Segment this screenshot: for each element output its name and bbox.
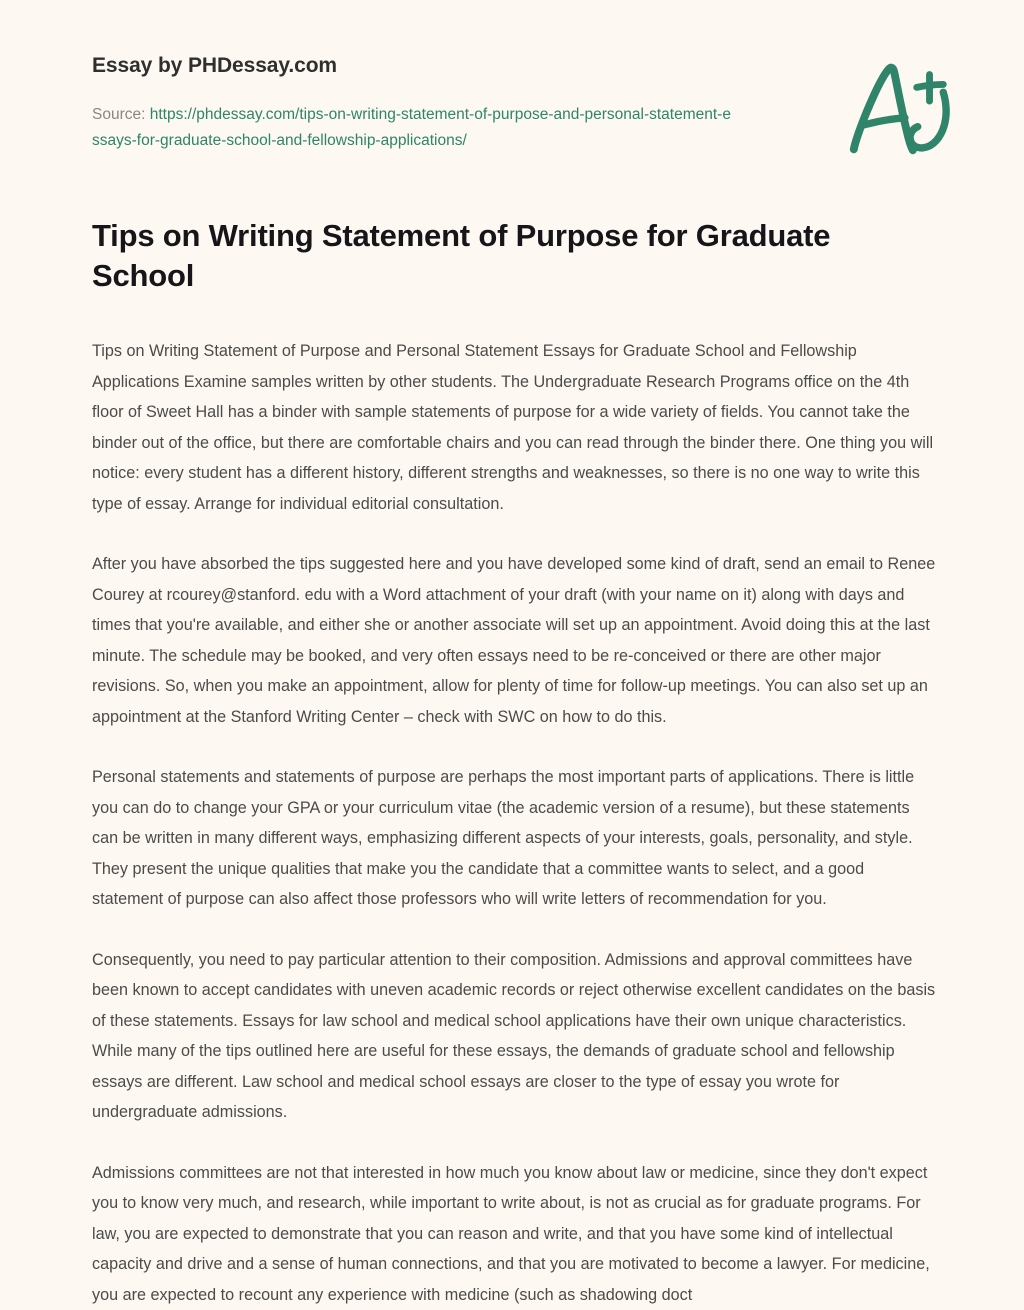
source-line — [92, 102, 732, 154]
article-paragraph: Tips on Writing Statement of Purpose and Personal Statement Essays for Graduate School and Fellowship Applications Examine samples written by other students. The Undergraduate Research Programs office on the 4th floor of Sweet Hall has a binder with sample statements of purpose for a wide variety of fields. You cannot take the binder out of the office, but there are comfortable chairs and you can read through the binder there. One thing you will notice: every student has a different history, different strengths and weaknesses, so there is no one way to write this type of essay. Arrange for individual editorial consultation. — [92, 336, 936, 519]
article-paragraph: Admissions committees are not that interested in how much you know about law or medicine, since they don't expect you to know very much, and research, while important to write about, is not as crucial as for graduate programs. For law, you are expected to demonstrate that you can reason and write, and that you have some kind of intellectual capacity and drive and a sense of human connections, and that you are motivated to become a lawyer. For medicine, you are expected to recount any experience with medicine (such as shadowing doct — [92, 1158, 936, 1310]
article-paragraph: After you have absorbed the tips suggested here and you have developed some kind of draft, send an email to Renee Courey at rcourey@stanford. edu with a Word attachment of your draft (with your name on it) along with days and times that you're available, and either she or another associate will set up an appointment. Avoid doing this at the last minute. The schedule may be booked, and very often essays need to be re-conceived or there are other major revisions. So, when you make an appointment, allow for plenty of time for follow-up meetings. You can also set up an appointment at the Stanford Writing Center – check with SWC on how to do this. — [92, 549, 936, 732]
brand-title: Essay by PHDessay.com — [92, 52, 960, 80]
page-title: Tips on Writing Statement of Purpose for Graduate School — [92, 216, 872, 296]
a-plus-logo-icon — [842, 52, 960, 164]
page-header — [0, 0, 1024, 154]
article-body — [92, 336, 936, 1310]
article-paragraph: Personal statements and statements of purpose are perhaps the most important parts of applications. There is little you can do to change your GPA or your curriculum vitae (the academic version of a resume), but these statements can be written in many different ways, emphasizing different aspects of your interests, goals, personality, and style. They present the unique qualities that make you the candidate that a committee wants to select, and a good statement of purpose can also affect those professors who will write letters of recommendation for you. — [92, 762, 936, 915]
source-url-link[interactable]: https://phdessay.com/tips-on-writing-statement-of-purpose-and-personal-statement-essays-for-graduate-school-and-fellowship-applications/ — [92, 106, 731, 149]
article-paragraph: Consequently, you need to pay particular attention to their composition. Admissions and approval committees have been known to accept candidates with uneven academic records or reject otherwise excellent candidates on the basis of these statements. Essays for law school and medical school applications have their own unique characteristics. While many of the tips outlined here are useful for these essays, the demands of graduate school and fellowship essays are different. Law school and medical school essays are closer to the type of essay you wrote for undergraduate admissions. — [92, 945, 936, 1128]
article — [0, 216, 1024, 1310]
source-label: Source: — [92, 106, 145, 123]
